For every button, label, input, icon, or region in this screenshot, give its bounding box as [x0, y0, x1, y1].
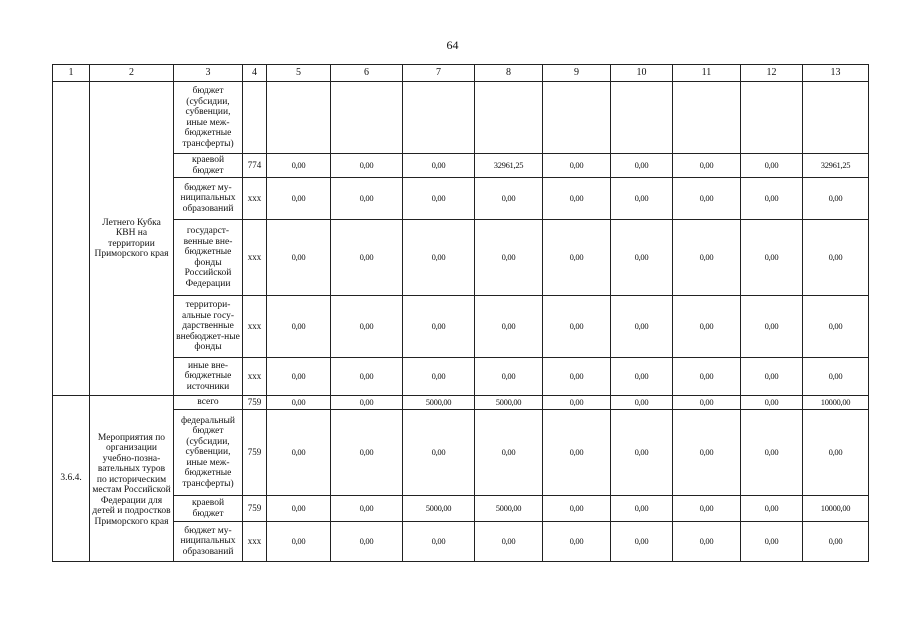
amount-cell: 0,00 — [475, 522, 543, 562]
amount-cell: 5000,00 — [403, 496, 475, 522]
budget-code-cell: 759 — [243, 410, 267, 496]
amount-cell: 5000,00 — [475, 396, 543, 410]
budget-code-cell: ххх — [243, 220, 267, 296]
amount-cell: 0,00 — [673, 358, 741, 396]
column-number-row — [53, 65, 869, 82]
amount-cell: 0,00 — [267, 396, 331, 410]
amount-cell: 0,00 — [267, 296, 331, 358]
table-row — [53, 522, 869, 562]
item-name-cell: Летнего Кубка КВН на территории Приморского края — [90, 82, 174, 396]
amount-cell: 0,00 — [403, 154, 475, 178]
column-header: 11 — [673, 65, 741, 82]
amount-cell: 0,00 — [267, 178, 331, 220]
funding-source-cell: бюджет му-ниципальных образований — [174, 178, 243, 220]
amount-cell: 0,00 — [611, 358, 673, 396]
amount-cell — [803, 82, 869, 154]
funding-source-cell: государст-венные вне-бюджетные фонды Российской Федерации — [174, 220, 243, 296]
amount-cell: 0,00 — [673, 396, 741, 410]
amount-cell: 0,00 — [673, 154, 741, 178]
amount-cell — [267, 82, 331, 154]
amount-cell: 0,00 — [543, 178, 611, 220]
item-name-cell: Мероприятия по организации учебно-позна-вательных туров по историческим местам Российской Федерации для детей и подростков Приморского края — [90, 396, 174, 562]
column-header: 8 — [475, 65, 543, 82]
amount-cell: 0,00 — [403, 178, 475, 220]
column-header: 6 — [331, 65, 403, 82]
amount-cell: 0,00 — [543, 396, 611, 410]
budget-table — [52, 64, 869, 562]
amount-cell: 0,00 — [403, 296, 475, 358]
table-row — [53, 154, 869, 178]
amount-cell: 0,00 — [803, 178, 869, 220]
amount-cell: 0,00 — [331, 154, 403, 178]
amount-cell: 0,00 — [673, 296, 741, 358]
amount-cell: 0,00 — [543, 358, 611, 396]
amount-cell: 0,00 — [267, 358, 331, 396]
funding-source-cell: бюджет му-ниципальных образований — [174, 522, 243, 562]
amount-cell: 0,00 — [741, 358, 803, 396]
funding-source-cell: всего — [174, 396, 243, 410]
amount-cell: 0,00 — [331, 220, 403, 296]
funding-source-cell: территори-альные госу-дарственные внебюджет-ные фонды — [174, 296, 243, 358]
amount-cell: 0,00 — [803, 522, 869, 562]
amount-cell: 0,00 — [741, 396, 803, 410]
amount-cell: 32961,25 — [803, 154, 869, 178]
amount-cell: 0,00 — [611, 296, 673, 358]
amount-cell: 0,00 — [267, 522, 331, 562]
amount-cell: 0,00 — [803, 410, 869, 496]
item-code-cell: 3.6.4. — [53, 396, 90, 562]
amount-cell — [611, 82, 673, 154]
amount-cell — [543, 82, 611, 154]
budget-code-cell: 774 — [243, 154, 267, 178]
budget-code-cell: 759 — [243, 496, 267, 522]
budget-code-cell: ххх — [243, 522, 267, 562]
column-header: 2 — [90, 65, 174, 82]
funding-source-cell: иные вне-бюджетные источники — [174, 358, 243, 396]
funding-source-cell: краевой бюджет — [174, 154, 243, 178]
amount-cell — [331, 82, 403, 154]
amount-cell: 0,00 — [331, 522, 403, 562]
amount-cell: 0,00 — [741, 220, 803, 296]
table-row — [53, 220, 869, 296]
amount-cell: 0,00 — [331, 296, 403, 358]
amount-cell: 0,00 — [267, 496, 331, 522]
budget-code-cell: ххх — [243, 358, 267, 396]
amount-cell: 0,00 — [475, 358, 543, 396]
amount-cell: 0,00 — [741, 178, 803, 220]
funding-source-cell: бюджет (субсидии, субвенции, иные меж-бюджетные трансферты) — [174, 82, 243, 154]
column-header: 13 — [803, 65, 869, 82]
amount-cell: 0,00 — [403, 410, 475, 496]
amount-cell: 0,00 — [543, 496, 611, 522]
amount-cell: 0,00 — [543, 154, 611, 178]
amount-cell: 32961,25 — [475, 154, 543, 178]
amount-cell: 0,00 — [803, 296, 869, 358]
amount-cell: 0,00 — [741, 296, 803, 358]
amount-cell: 0,00 — [331, 178, 403, 220]
amount-cell: 0,00 — [267, 154, 331, 178]
amount-cell: 0,00 — [267, 410, 331, 496]
budget-code-cell — [243, 82, 267, 154]
amount-cell: 0,00 — [673, 522, 741, 562]
amount-cell: 0,00 — [673, 178, 741, 220]
amount-cell: 0,00 — [741, 154, 803, 178]
item-code-cell — [53, 82, 90, 396]
amount-cell: 0,00 — [331, 496, 403, 522]
amount-cell — [741, 82, 803, 154]
column-header: 12 — [741, 65, 803, 82]
budget-code-cell: ххх — [243, 296, 267, 358]
column-header: 1 — [53, 65, 90, 82]
amount-cell: 0,00 — [611, 522, 673, 562]
amount-cell: 0,00 — [475, 296, 543, 358]
amount-cell: 0,00 — [741, 522, 803, 562]
budget-code-cell: 759 — [243, 396, 267, 410]
column-header: 10 — [611, 65, 673, 82]
amount-cell: 0,00 — [611, 220, 673, 296]
amount-cell: 0,00 — [543, 296, 611, 358]
amount-cell: 0,00 — [475, 410, 543, 496]
amount-cell: 0,00 — [543, 522, 611, 562]
table-row — [53, 396, 869, 410]
amount-cell: 0,00 — [543, 220, 611, 296]
amount-cell: 0,00 — [267, 220, 331, 296]
column-header: 3 — [174, 65, 243, 82]
amount-cell — [673, 82, 741, 154]
amount-cell: 0,00 — [331, 410, 403, 496]
amount-cell: 0,00 — [611, 496, 673, 522]
amount-cell: 0,00 — [403, 522, 475, 562]
amount-cell: 0,00 — [403, 220, 475, 296]
funding-source-cell: краевой бюджет — [174, 496, 243, 522]
amount-cell: 0,00 — [611, 154, 673, 178]
amount-cell: 5000,00 — [475, 496, 543, 522]
table-row — [53, 496, 869, 522]
column-header: 7 — [403, 65, 475, 82]
amount-cell: 0,00 — [331, 396, 403, 410]
amount-cell: 0,00 — [331, 358, 403, 396]
amount-cell: 10000,00 — [803, 496, 869, 522]
budget-code-cell: ххх — [243, 178, 267, 220]
amount-cell: 0,00 — [611, 396, 673, 410]
amount-cell — [475, 82, 543, 154]
amount-cell: 0,00 — [803, 220, 869, 296]
amount-cell: 0,00 — [741, 496, 803, 522]
amount-cell: 0,00 — [673, 220, 741, 296]
table-row — [53, 178, 869, 220]
page-number: 64 — [446, 38, 459, 52]
amount-cell — [403, 82, 475, 154]
amount-cell: 0,00 — [475, 178, 543, 220]
amount-cell: 0,00 — [803, 358, 869, 396]
funding-source-cell: федеральный бюджет (субсидии, субвенции, иные меж-бюджетные трансферты) — [174, 410, 243, 496]
table-row — [53, 82, 869, 154]
amount-cell: 0,00 — [673, 410, 741, 496]
amount-cell: 10000,00 — [803, 396, 869, 410]
column-header: 5 — [267, 65, 331, 82]
amount-cell: 0,00 — [475, 220, 543, 296]
amount-cell: 0,00 — [543, 410, 611, 496]
amount-cell: 0,00 — [403, 358, 475, 396]
amount-cell: 5000,00 — [403, 396, 475, 410]
table-row — [53, 358, 869, 396]
column-header: 4 — [243, 65, 267, 82]
amount-cell: 0,00 — [611, 410, 673, 496]
amount-cell: 0,00 — [741, 410, 803, 496]
table-row — [53, 410, 869, 496]
table-row — [53, 296, 869, 358]
amount-cell: 0,00 — [611, 178, 673, 220]
column-header: 9 — [543, 65, 611, 82]
amount-cell: 0,00 — [673, 496, 741, 522]
